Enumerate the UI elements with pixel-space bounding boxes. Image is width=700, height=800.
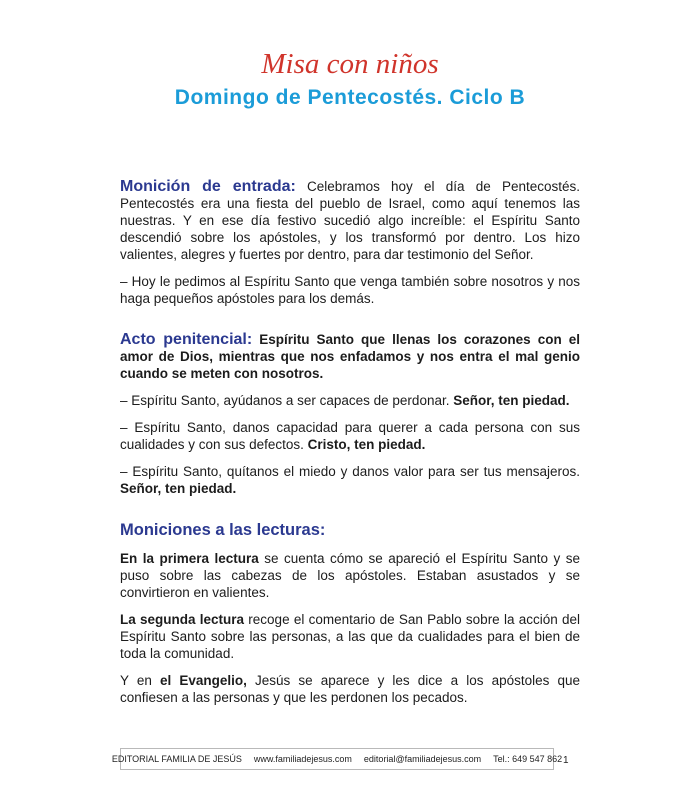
section-moniciones-lecturas xyxy=(120,521,580,706)
document-body xyxy=(120,178,580,706)
section-monicion-entrada xyxy=(120,178,580,307)
bullet-item: – Espíritu Santo, danos capacidad para querer a cada persona con sus cualidades y con sus defectos. Cristo, ten piedad. xyxy=(120,420,580,452)
footer-bar xyxy=(111,748,563,770)
document-header xyxy=(0,0,700,110)
footer-website: www.familiadejesus.com xyxy=(253,754,352,764)
footer-phone: Tel.: 649 547 862 xyxy=(493,754,563,764)
page-title: Misa con niños xyxy=(261,48,439,80)
paragraph xyxy=(120,331,580,382)
section-heading: Acto penitencial: xyxy=(120,331,253,348)
page-number: 1 xyxy=(563,755,569,766)
paragraph: – Hoy le pedimos al Espíritu Santo que venga también sobre nosotros y nos haga pequeños apóstoles para los demás. xyxy=(120,274,580,306)
section-acto-penitencial xyxy=(120,331,580,497)
paragraph: En la primera lectura se cuenta cómo se apareció el Espíritu Santo y se puso sobre las cabezas de los apóstoles. Estaban asustados y se convirtieron en valientes. xyxy=(120,551,581,600)
section-heading: Monición de entrada: xyxy=(120,178,296,195)
footer-email: editorial@familiadejesus.com xyxy=(363,754,482,764)
paragraph-text: Espíritu Santo que llenas los corazones con el amor de Dios, mientras que nos enfadamos y nos entra el mal genio cuando se meten con nosotros. xyxy=(120,332,580,381)
page-subtitle: Domingo de Pentecostés. Ciclo B xyxy=(174,86,526,109)
paragraph xyxy=(120,178,580,263)
paragraph: Y en el Evangelio, Jesús se aparece y les dice a los apóstoles que confiesen a las personas y que les perdonen los pecados. xyxy=(120,673,581,705)
section-heading: Moniciones a las lecturas: xyxy=(120,521,326,539)
bullet-item: – Espíritu Santo, quítanos el miedo y danos valor para ser tus mensajeros. Señor, ten piedad. xyxy=(120,464,580,496)
footer-publisher: EDITORIAL FAMILIA DE JESÚS xyxy=(111,754,242,764)
paragraph: La segunda lectura recoge el comentario de San Pablo sobre la acción del Espíritu Santo sobre las personas, a las que da cualidades para el bien de toda la comunidad. xyxy=(120,612,580,661)
bullet-item: – Espíritu Santo, ayúdanos a ser capaces de perdonar. Señor, ten piedad. xyxy=(120,393,570,408)
paragraph-text: Celebramos hoy el día de Pentecostés. Pentecostés era una fiesta del pueblo de Israel, como aquí tenemos las nuestras. Y en ese día festivo sucedió algo increíble: el Espíritu Santo descendió sobre los apóstoles, y los transformó por dentro. Los hizo valientes, alegres y fuertes por dentro, para dar testimonio del Señor. xyxy=(120,179,580,262)
